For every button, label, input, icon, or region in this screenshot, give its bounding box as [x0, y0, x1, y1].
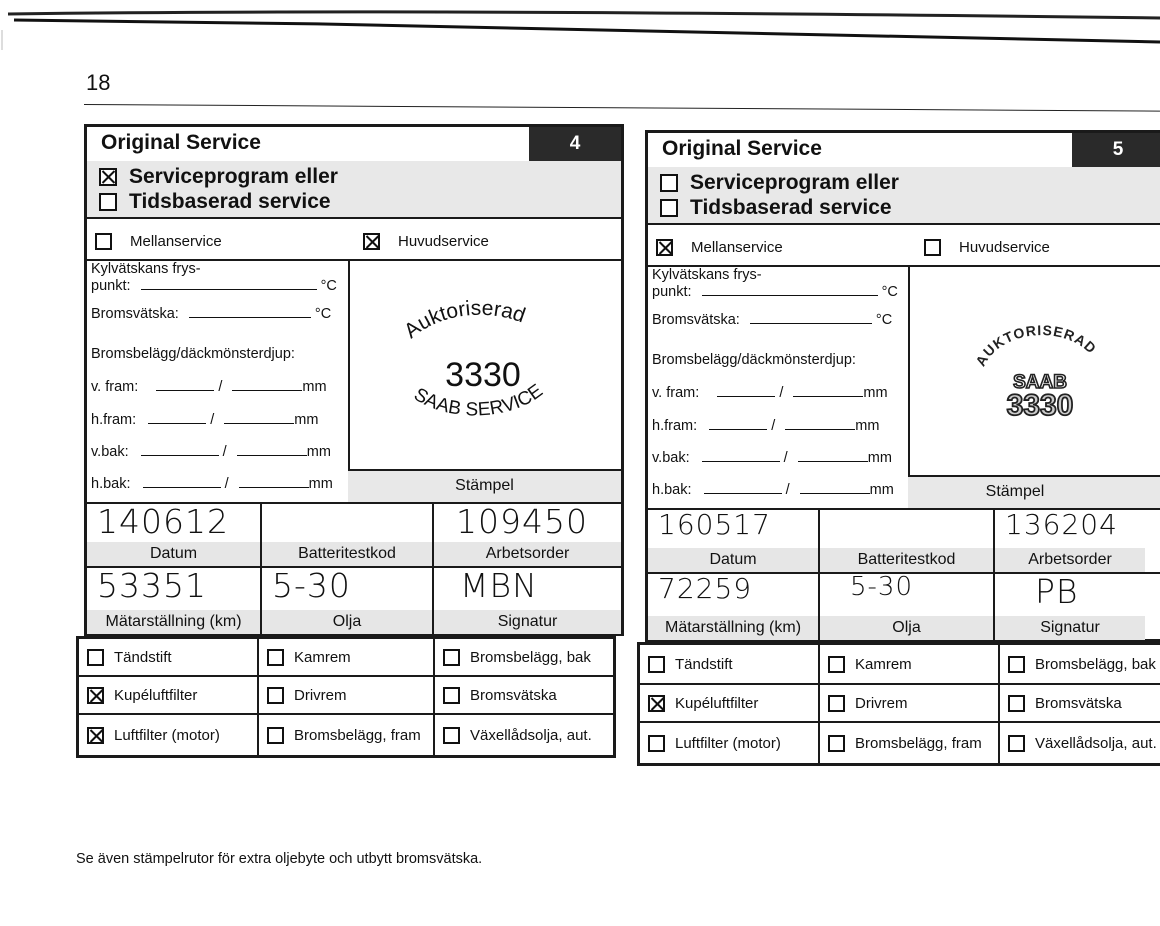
option-tidsbaserad[interactable] [99, 190, 331, 214]
unit-label: mm [867, 450, 892, 466]
field-label: v. fram: [91, 379, 139, 395]
checkbox-icon[interactable] [648, 735, 665, 752]
svg-text:SAAB SERVICE: SAAB SERVICE [410, 380, 547, 421]
part-bromsbelagg-bak[interactable] [1000, 645, 1160, 685]
datum-label: Datum [87, 542, 260, 566]
matarstallning-cell[interactable] [648, 572, 820, 640]
field-label: h.bak: [91, 476, 131, 492]
part-label: Kupéluftfilter [114, 686, 198, 704]
option-label: Tidsbaserad service [690, 196, 892, 219]
svg-text:AUKTORISERAD: AUKTORISERAD [972, 321, 1100, 369]
wheel-v-fram[interactable] [652, 384, 902, 401]
checkbox-icon[interactable] [95, 233, 112, 250]
field-label: punkt: [91, 278, 131, 294]
separator: / [779, 385, 784, 401]
input-line[interactable] [702, 449, 780, 462]
part-kupeluftfilter[interactable] [640, 685, 820, 723]
page-number: 18 [86, 70, 111, 95]
service-mellanservice[interactable] [95, 233, 222, 250]
matarstallning-value: 53351 [97, 566, 207, 605]
footer-note: Se även stämpelrutor för extra oljebyte och utbytt bromsvätska. [76, 851, 483, 867]
field-label: h.fram: [652, 418, 698, 434]
part-label: Kupéluftfilter [675, 694, 759, 712]
service-type-row [648, 225, 1160, 267]
part-drivrem[interactable] [820, 685, 1000, 723]
part-label: Luftfilter (motor) [675, 734, 781, 752]
field-label: v. fram: [652, 385, 700, 401]
separator: / [783, 450, 788, 466]
stamp-label: Stämpel [348, 469, 621, 504]
input-line[interactable] [148, 411, 206, 424]
service-label: Huvudservice [959, 239, 1050, 256]
part-label: Tändstift [114, 648, 172, 666]
batteritestkod-cell[interactable] [262, 504, 434, 566]
part-label: Bromsvätska [470, 686, 557, 704]
unit-label: °C [320, 278, 337, 294]
checkbox-checked-icon[interactable] [99, 168, 117, 186]
dealer-stamp-icon [348, 259, 621, 469]
matarstallning-label: Mätarställning (km) [87, 610, 260, 634]
coolant-input-line[interactable] [702, 283, 878, 296]
card-title: Original Service [101, 131, 261, 154]
part-label: Bromsvätska [1035, 694, 1122, 712]
svg-text:3330: 3330 [445, 356, 521, 394]
part-bromsbelagg-fram[interactable] [259, 715, 435, 755]
unit-label: °C [881, 284, 898, 300]
field-label: v.bak: [652, 450, 690, 466]
input-line[interactable] [239, 475, 309, 488]
part-drivrem[interactable] [259, 677, 435, 715]
datum-value: 160517 [658, 508, 771, 541]
signatur-label: Signatur [434, 610, 621, 634]
brake-fluid-input-line[interactable] [750, 311, 872, 324]
wheel-h-bak[interactable] [652, 481, 902, 498]
dealer-stamp-icon [908, 265, 1160, 475]
service-label: Mellanservice [130, 233, 222, 250]
checkbox-icon[interactable] [267, 687, 284, 704]
checkbox-checked-icon[interactable] [648, 695, 665, 712]
input-line[interactable] [237, 443, 307, 456]
input-line[interactable] [141, 443, 219, 456]
card-header [87, 127, 621, 163]
batteritestkod-label: Batteritestkod [262, 542, 432, 566]
signatur-value: PB [1035, 572, 1079, 611]
part-bromsvatska[interactable] [435, 677, 613, 715]
brake-fluid-input-line[interactable] [189, 305, 311, 318]
input-line[interactable] [143, 475, 221, 488]
wheel-h-fram[interactable] [91, 411, 342, 428]
option-serviceprogram[interactable] [660, 171, 899, 195]
coolant-field[interactable] [91, 277, 342, 294]
measurements [87, 259, 350, 502]
part-label: Drivrem [855, 694, 908, 712]
wheel-v-bak[interactable] [91, 443, 342, 460]
part-bromsbelagg-fram[interactable] [820, 723, 1000, 763]
checkbox-icon[interactable] [924, 239, 941, 256]
checkbox-checked-icon[interactable] [87, 727, 104, 744]
part-kupeluftfilter[interactable] [79, 677, 259, 715]
arbetsorder-cell[interactable] [434, 504, 621, 566]
arbetsorder-value: 109450 [456, 502, 588, 541]
option-label: Serviceprogram eller [129, 165, 338, 188]
unit-label: °C [875, 312, 893, 328]
coolant-field[interactable] [652, 283, 902, 300]
checkbox-icon[interactable] [660, 199, 678, 217]
checkbox-checked-icon[interactable] [363, 233, 380, 250]
input-line[interactable] [224, 411, 294, 424]
brake-fluid-field[interactable] [91, 305, 342, 322]
olja-cell[interactable] [262, 566, 434, 634]
arbetsorder-label: Arbetsorder [434, 542, 621, 566]
service-label: Huvudservice [398, 233, 489, 250]
separator: / [210, 412, 215, 428]
part-vaxelladsolja[interactable] [1000, 723, 1160, 763]
unit-label: mm [308, 476, 333, 492]
card-title: Original Service [662, 137, 822, 160]
part-label: Bromsbelägg, bak [470, 648, 591, 666]
depth-label: Bromsbelägg/däckmönsterdjup: [652, 352, 856, 368]
service-huvudservice[interactable] [363, 233, 489, 250]
checkbox-icon[interactable] [443, 687, 460, 704]
part-tandstift[interactable] [640, 645, 820, 685]
coolant-label-1: Kylvätskans frys- [91, 261, 201, 277]
part-label: Växellådsolja, aut. [470, 726, 592, 744]
stamp-label-text: Stämpel [985, 483, 1045, 500]
card-header [648, 133, 1160, 169]
input-line[interactable] [785, 417, 855, 430]
checkbox-icon[interactable] [443, 649, 460, 666]
part-label: Tändstift [675, 655, 733, 673]
coolant-label-1: Kylvätskans frys- [652, 267, 762, 283]
arbetsorder-label: Arbetsorder [995, 548, 1145, 572]
service-type-row [87, 219, 621, 261]
unit-label: mm [302, 379, 327, 395]
checkbox-icon[interactable] [1008, 735, 1025, 752]
part-label: Bromsbelägg, fram [294, 726, 421, 744]
arbetsorder-cell[interactable] [995, 510, 1160, 572]
input-line[interactable] [798, 449, 868, 462]
field-label: h.fram: [91, 412, 137, 428]
depth-label: Bromsbelägg/däckmönsterdjup: [91, 346, 295, 362]
checkbox-icon[interactable] [267, 649, 284, 666]
part-luftfilter-motor[interactable] [79, 715, 259, 755]
olja-label: Olja [262, 610, 432, 634]
part-kamrem[interactable] [259, 639, 435, 677]
coolant-input-line[interactable] [141, 277, 317, 290]
wheel-v-bak[interactable] [652, 449, 902, 466]
card-number: 5 [1072, 133, 1160, 167]
matarstallning-cell[interactable] [87, 566, 262, 634]
service-details-grid [87, 502, 621, 634]
separator: / [224, 476, 229, 492]
datum-value: 140612 [97, 502, 229, 541]
service-huvudservice[interactable] [924, 239, 1050, 256]
option-serviceprogram[interactable] [99, 165, 338, 189]
olja-value: 5-30 [272, 566, 351, 605]
field-label: h.bak: [652, 482, 692, 498]
olja-cell[interactable] [820, 572, 995, 640]
brake-fluid-field[interactable] [652, 311, 902, 328]
part-kamrem[interactable] [820, 645, 1000, 685]
unit-label: mm [855, 418, 880, 434]
datum-cell[interactable] [648, 510, 820, 572]
wheel-v-fram[interactable] [91, 378, 342, 395]
signatur-cell[interactable] [434, 566, 621, 634]
checkbox-checked-icon[interactable] [656, 239, 673, 256]
stamp-label [908, 475, 1160, 510]
part-bromsvatska[interactable] [1000, 685, 1160, 723]
unit-label: mm [863, 385, 888, 401]
checkbox-icon[interactable] [660, 174, 678, 192]
datum-cell[interactable] [87, 504, 262, 566]
svg-text:Auktoriserad: Auktoriserad [399, 296, 529, 343]
header-rule [84, 104, 1160, 112]
card-number: 4 [529, 127, 621, 161]
separator: / [771, 418, 776, 434]
arbetsorder-value: 136204 [1005, 508, 1118, 541]
part-tandstift[interactable] [79, 639, 259, 677]
part-label: Kamrem [294, 648, 351, 666]
service-mellanservice[interactable] [656, 239, 783, 256]
matarstallning-value: 72259 [658, 572, 753, 605]
stamp-area [348, 259, 621, 469]
field-label: Bromsvätska: [91, 306, 179, 322]
input-line[interactable] [704, 481, 782, 494]
page-top-edge [0, 0, 1160, 50]
input-line[interactable] [156, 378, 214, 391]
part-label: Bromsbelägg, bak [1035, 655, 1156, 673]
parts-checklist-4 [76, 636, 616, 758]
part-label: Växellådsolja, aut. [1035, 734, 1157, 752]
signatur-cell[interactable] [995, 572, 1160, 640]
service-label: Mellanservice [691, 239, 783, 256]
service-card-4 [84, 124, 624, 636]
field-label: v.bak: [91, 444, 129, 460]
input-line[interactable] [709, 417, 767, 430]
checkbox-icon[interactable] [87, 649, 104, 666]
matarstallning-label: Mätarställning (km) [648, 616, 818, 640]
part-label: Luftfilter (motor) [114, 726, 220, 744]
option-label: Serviceprogram eller [690, 171, 899, 194]
batteritestkod-cell[interactable] [820, 510, 995, 572]
input-line[interactable] [793, 384, 863, 397]
checkbox-icon[interactable] [1008, 656, 1025, 673]
part-label: Kamrem [855, 655, 912, 673]
signatur-value: MBN [460, 566, 538, 605]
part-vaxelladsolja[interactable] [435, 715, 613, 755]
stamp-area [908, 265, 1160, 475]
part-label: Bromsbelägg, fram [855, 734, 982, 752]
checkbox-checked-icon[interactable] [87, 687, 104, 704]
part-bromsbelagg-bak[interactable] [435, 639, 613, 677]
checkbox-icon[interactable] [828, 656, 845, 673]
service-card-5 [645, 130, 1160, 642]
option-label: Tidsbaserad service [129, 190, 331, 213]
batteritestkod-label: Batteritestkod [820, 548, 993, 572]
separator: / [218, 379, 223, 395]
field-label: punkt: [652, 284, 692, 300]
checkbox-icon[interactable] [1008, 695, 1025, 712]
program-options [648, 167, 1160, 225]
unit-label: mm [294, 412, 319, 428]
checkbox-icon[interactable] [828, 735, 845, 752]
measurements [648, 265, 910, 508]
unit-label: mm [869, 482, 894, 498]
program-options [87, 161, 621, 219]
part-luftfilter-motor[interactable] [640, 723, 820, 763]
signatur-label: Signatur [995, 616, 1145, 640]
checkbox-icon[interactable] [99, 193, 117, 211]
checkbox-icon[interactable] [267, 727, 284, 744]
service-details-grid [648, 508, 1160, 640]
part-label: Drivrem [294, 686, 347, 704]
checkbox-icon[interactable] [443, 727, 460, 744]
input-line[interactable] [800, 481, 870, 494]
unit-label: mm [306, 444, 331, 460]
olja-label: Olja [820, 616, 993, 640]
checkbox-icon[interactable] [828, 695, 845, 712]
option-tidsbaserad[interactable] [660, 196, 892, 220]
parts-checklist-5 [637, 642, 1160, 766]
wheel-h-fram[interactable] [652, 417, 902, 434]
datum-label: Datum [648, 548, 818, 572]
svg-text:SAAB: SAAB [1013, 372, 1067, 393]
input-line[interactable] [232, 378, 302, 391]
separator: / [785, 482, 790, 498]
separator: / [222, 444, 227, 460]
input-line[interactable] [717, 384, 775, 397]
field-label: Bromsvätska: [652, 312, 740, 328]
olja-value: 5-30 [850, 572, 914, 602]
svg-text:3330: 3330 [1006, 389, 1074, 422]
wheel-h-bak[interactable] [91, 475, 342, 492]
unit-label: °C [314, 306, 332, 322]
checkbox-icon[interactable] [648, 656, 665, 673]
